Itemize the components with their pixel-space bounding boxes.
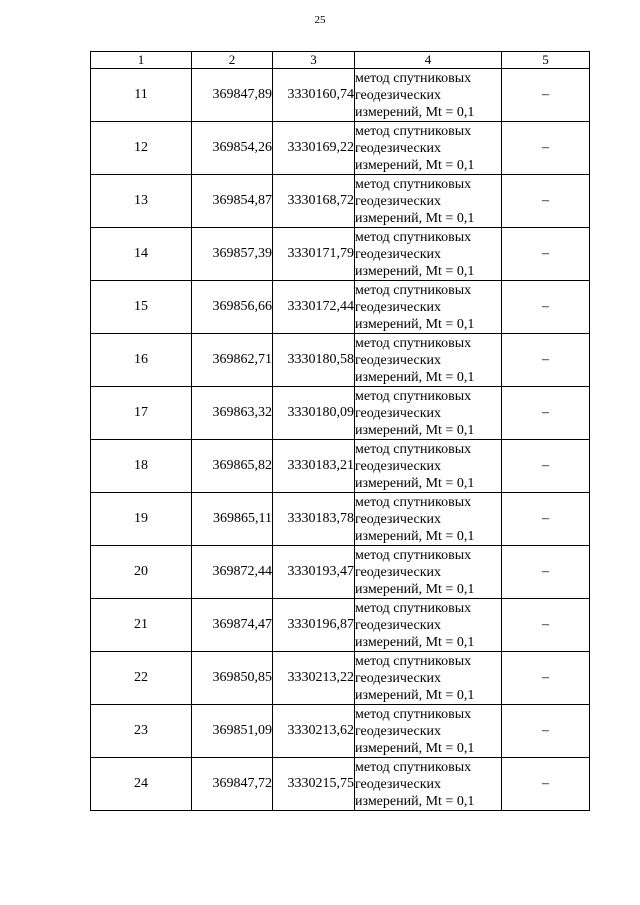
note-cell: – [502, 281, 590, 334]
y-coordinate-cell: 3330213,22 [273, 652, 355, 705]
method-line: геодезических [355, 723, 442, 739]
table-row [91, 652, 590, 705]
method-line: метод спутниковых [355, 335, 472, 351]
y-coordinate-cell: 3330193,47 [273, 546, 355, 599]
method-line: метод спутниковых [355, 653, 472, 669]
method-line: измерений, Mt = 0,1 [355, 740, 475, 756]
method-line: измерений, Mt = 0,1 [355, 528, 475, 544]
header-row [91, 52, 590, 69]
point-number-cell: 24 [91, 758, 192, 811]
point-number-cell: 20 [91, 546, 192, 599]
method-line: геодезических [355, 670, 442, 686]
method-line: измерений, Mt = 0,1 [355, 581, 475, 597]
method-line: метод спутниковых [355, 441, 472, 457]
method-cell [355, 758, 502, 811]
point-number-cell: 13 [91, 175, 192, 228]
note-cell: – [502, 758, 590, 811]
method-cell [355, 281, 502, 334]
point-number-cell: 12 [91, 122, 192, 175]
table-row [91, 758, 590, 811]
method-cell [355, 705, 502, 758]
method-cell [355, 546, 502, 599]
method-line: метод спутниковых [355, 282, 472, 298]
point-number-cell: 14 [91, 228, 192, 281]
method-line: геодезических [355, 776, 442, 792]
x-coordinate-cell: 369850,85 [192, 652, 273, 705]
note-cell: – [502, 122, 590, 175]
point-number-cell: 23 [91, 705, 192, 758]
method-line: геодезических [355, 352, 442, 368]
y-coordinate-cell: 3330180,58 [273, 334, 355, 387]
note-cell: – [502, 228, 590, 281]
y-coordinate-cell: 3330196,87 [273, 599, 355, 652]
x-coordinate-cell: 369862,71 [192, 334, 273, 387]
method-cell [355, 599, 502, 652]
x-coordinate-cell: 369865,82 [192, 440, 273, 493]
y-coordinate-cell: 3330180,09 [273, 387, 355, 440]
method-cell [355, 493, 502, 546]
method-line: измерений, Mt = 0,1 [355, 422, 475, 438]
table-row [91, 546, 590, 599]
method-line: измерений, Mt = 0,1 [355, 793, 475, 809]
x-coordinate-cell: 369854,26 [192, 122, 273, 175]
method-line: измерений, Mt = 0,1 [355, 157, 475, 173]
table-row [91, 493, 590, 546]
table-row [91, 175, 590, 228]
method-line: метод спутниковых [355, 759, 472, 775]
method-line: геодезических [355, 299, 442, 315]
header-col-1: 1 [91, 52, 192, 69]
method-line: геодезических [355, 564, 442, 580]
header-col-4: 4 [355, 52, 502, 69]
y-coordinate-cell: 3330160,74 [273, 69, 355, 122]
method-line: геодезических [355, 140, 442, 156]
method-line: метод спутниковых [355, 388, 472, 404]
note-cell: – [502, 69, 590, 122]
method-cell [355, 387, 502, 440]
header-col-3: 3 [273, 52, 355, 69]
y-coordinate-cell: 3330168,72 [273, 175, 355, 228]
point-number-cell: 18 [91, 440, 192, 493]
table-row [91, 281, 590, 334]
table-body [91, 69, 590, 811]
x-coordinate-cell: 369851,09 [192, 705, 273, 758]
note-cell: – [502, 546, 590, 599]
x-coordinate-cell: 369872,44 [192, 546, 273, 599]
method-line: геодезических [355, 458, 442, 474]
method-cell [355, 440, 502, 493]
note-cell: – [502, 175, 590, 228]
note-cell: – [502, 334, 590, 387]
x-coordinate-cell: 369856,66 [192, 281, 273, 334]
point-number-cell: 21 [91, 599, 192, 652]
table-row [91, 122, 590, 175]
method-line: метод спутниковых [355, 600, 472, 616]
point-number-cell: 16 [91, 334, 192, 387]
y-coordinate-cell: 3330183,21 [273, 440, 355, 493]
note-cell: – [502, 387, 590, 440]
x-coordinate-cell: 369847,89 [192, 69, 273, 122]
point-number-cell: 11 [91, 69, 192, 122]
table-row [91, 334, 590, 387]
y-coordinate-cell: 3330213,62 [273, 705, 355, 758]
method-line: измерений, Mt = 0,1 [355, 263, 475, 279]
method-cell [355, 69, 502, 122]
method-line: измерений, Mt = 0,1 [355, 634, 475, 650]
point-number-cell: 15 [91, 281, 192, 334]
header-col-2: 2 [192, 52, 273, 69]
method-line: измерений, Mt = 0,1 [355, 475, 475, 491]
y-coordinate-cell: 3330171,79 [273, 228, 355, 281]
coordinates-table [90, 51, 590, 811]
method-cell [355, 228, 502, 281]
method-line: метод спутниковых [355, 706, 472, 722]
note-cell: – [502, 705, 590, 758]
method-line: измерений, Mt = 0,1 [355, 104, 475, 120]
method-line: метод спутниковых [355, 494, 472, 510]
method-line: геодезических [355, 405, 442, 421]
y-coordinate-cell: 3330215,75 [273, 758, 355, 811]
method-cell [355, 175, 502, 228]
x-coordinate-cell: 369854,87 [192, 175, 273, 228]
table-row [91, 228, 590, 281]
header-col-5: 5 [502, 52, 590, 69]
point-number-cell: 22 [91, 652, 192, 705]
table-row [91, 387, 590, 440]
y-coordinate-cell: 3330183,78 [273, 493, 355, 546]
note-cell: – [502, 652, 590, 705]
method-line: измерений, Mt = 0,1 [355, 210, 475, 226]
method-line: метод спутниковых [355, 176, 472, 192]
table-row [91, 599, 590, 652]
x-coordinate-cell: 369857,39 [192, 228, 273, 281]
method-cell [355, 334, 502, 387]
method-line: измерений, Mt = 0,1 [355, 316, 475, 332]
method-line: измерений, Mt = 0,1 [355, 369, 475, 385]
point-number-cell: 19 [91, 493, 192, 546]
method-line: метод спутниковых [355, 547, 472, 563]
x-coordinate-cell: 369874,47 [192, 599, 273, 652]
method-line: геодезических [355, 246, 442, 262]
x-coordinate-cell: 369847,72 [192, 758, 273, 811]
y-coordinate-cell: 3330172,44 [273, 281, 355, 334]
table-row [91, 69, 590, 122]
table-row [91, 705, 590, 758]
x-coordinate-cell: 369863,32 [192, 387, 273, 440]
method-line: метод спутниковых [355, 123, 472, 139]
method-line: измерений, Mt = 0,1 [355, 687, 475, 703]
table-row [91, 440, 590, 493]
method-line: геодезических [355, 617, 442, 633]
method-line: геодезических [355, 193, 442, 209]
method-cell [355, 122, 502, 175]
y-coordinate-cell: 3330169,22 [273, 122, 355, 175]
note-cell: – [502, 493, 590, 546]
x-coordinate-cell: 369865,11 [192, 493, 273, 546]
method-cell [355, 652, 502, 705]
method-line: геодезических [355, 511, 442, 527]
method-line: метод спутниковых [355, 229, 472, 245]
point-number-cell: 17 [91, 387, 192, 440]
note-cell: – [502, 440, 590, 493]
method-line: метод спутниковых [355, 70, 472, 86]
method-line: геодезических [355, 87, 442, 103]
note-cell: – [502, 599, 590, 652]
page-number: 25 [314, 14, 326, 26]
